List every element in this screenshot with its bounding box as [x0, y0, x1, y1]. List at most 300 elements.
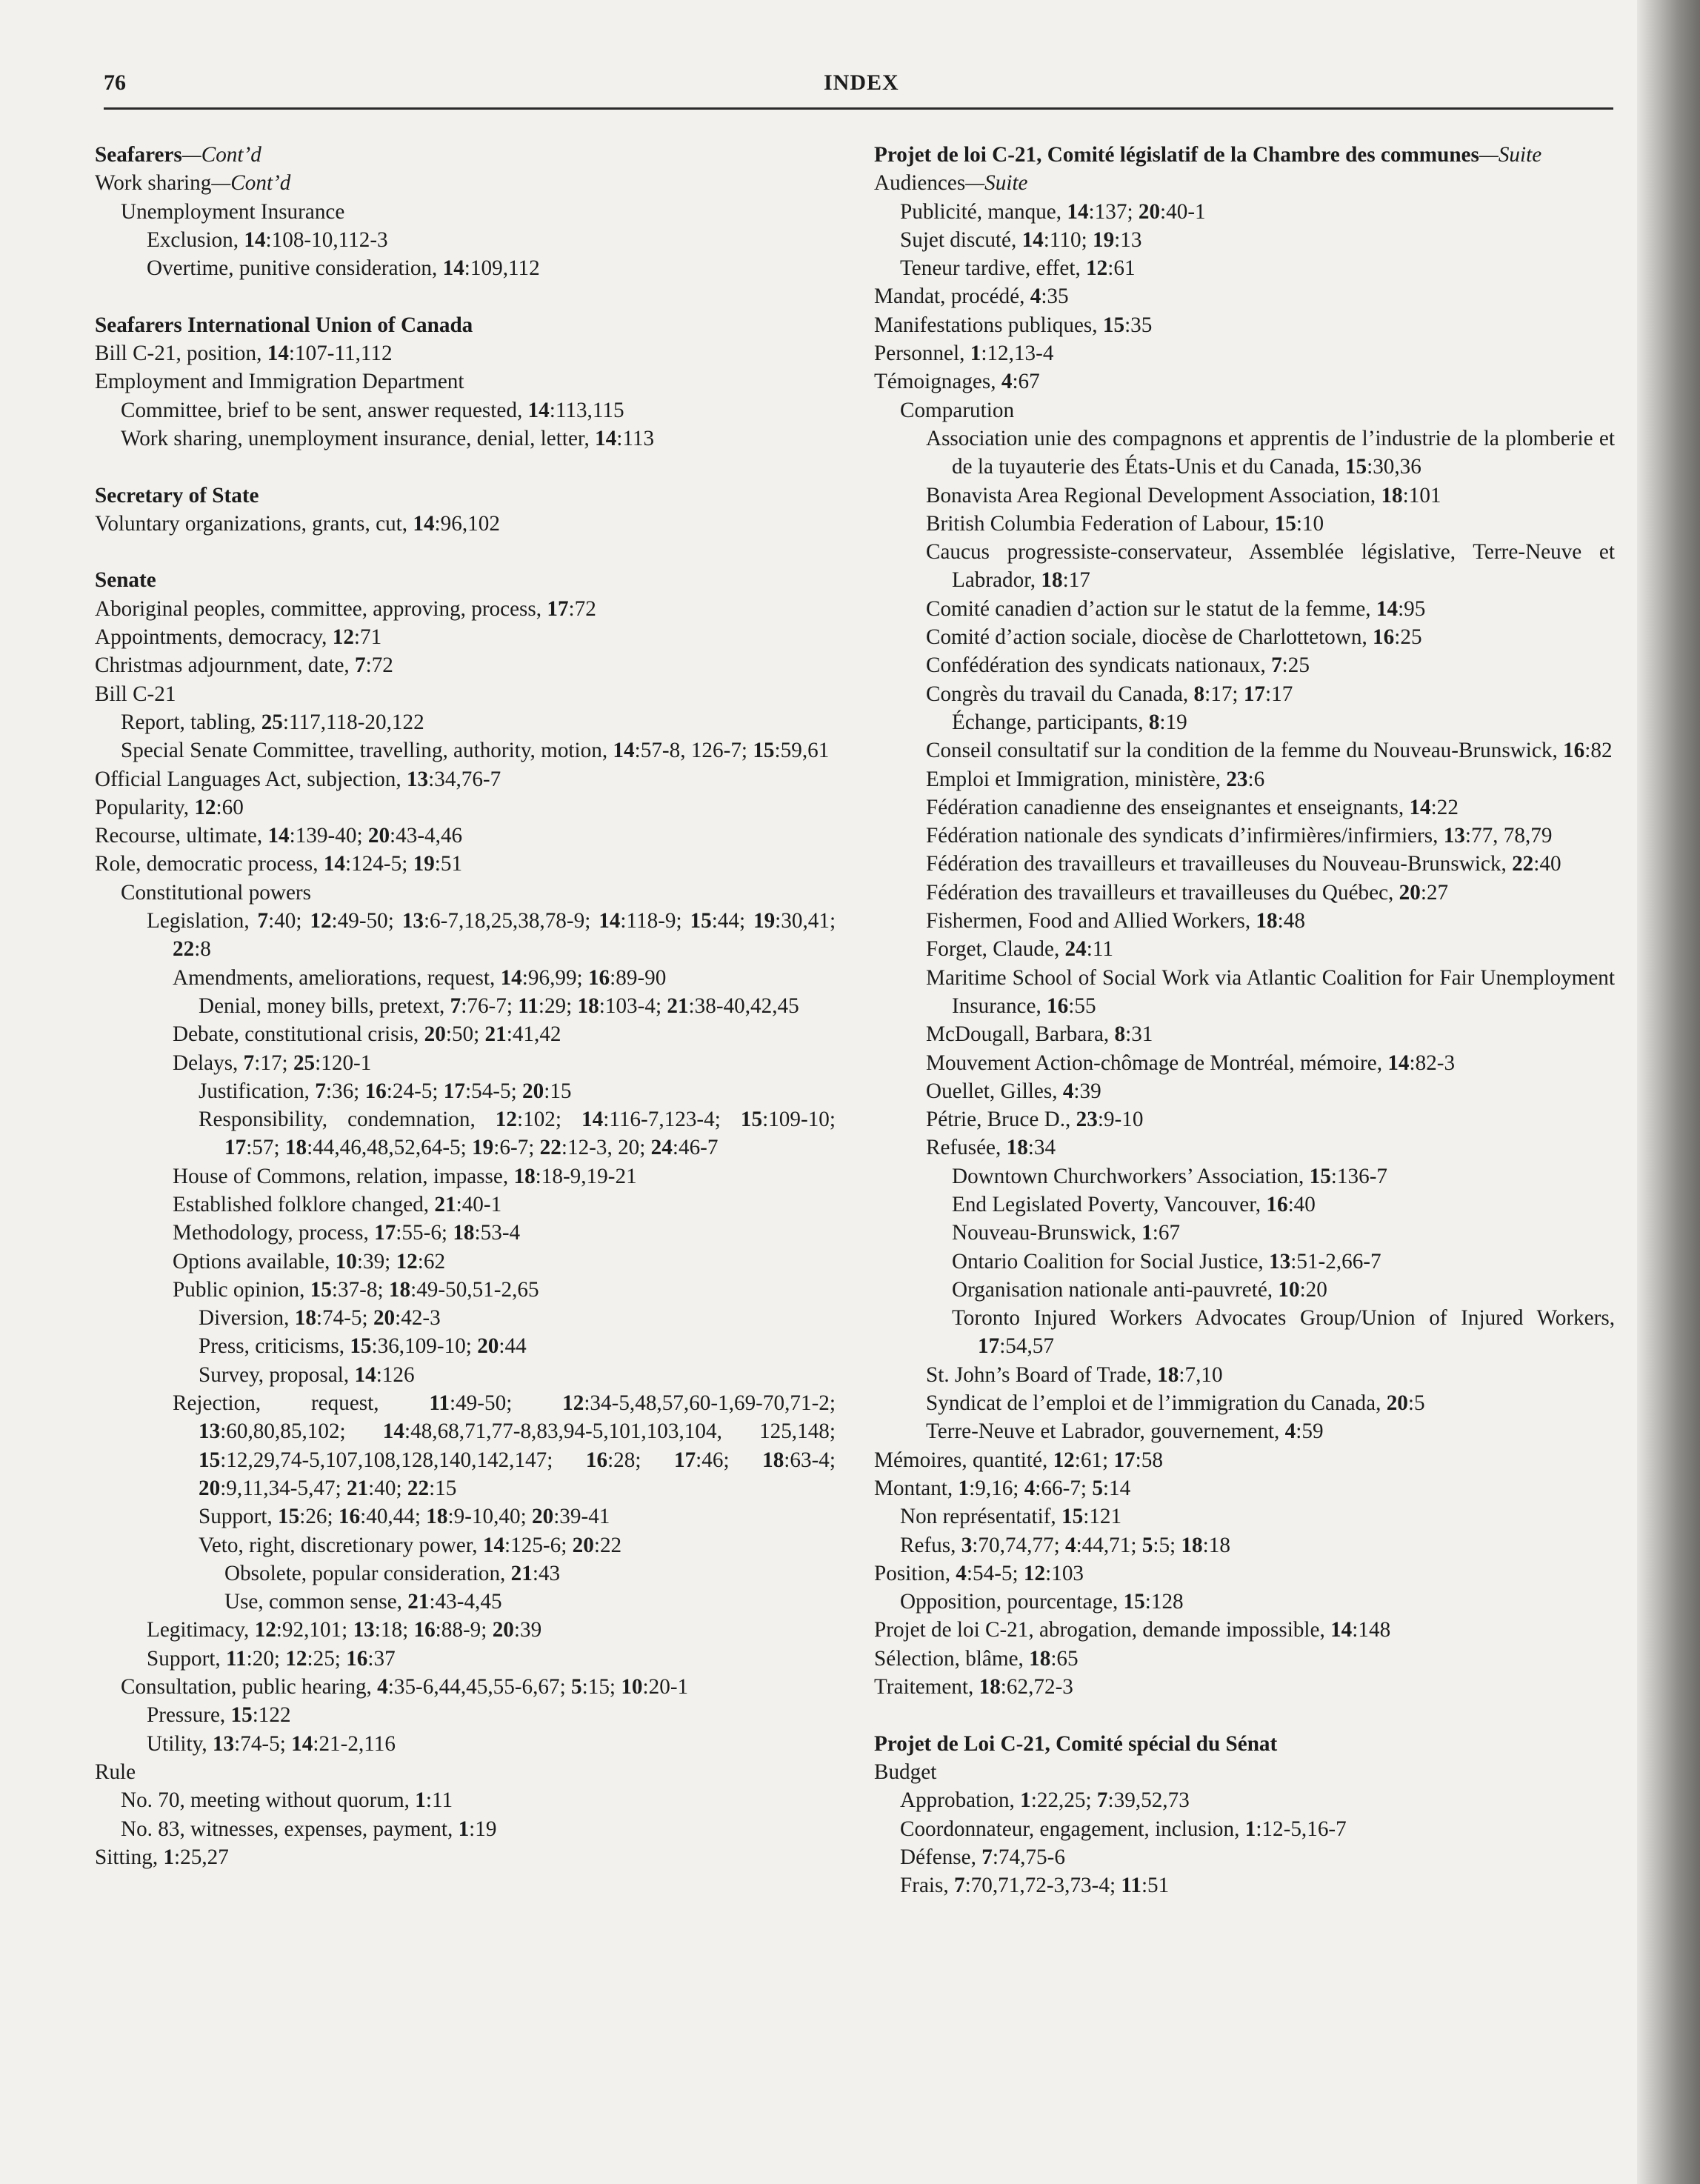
issue-number: 22 [407, 1476, 430, 1500]
continued-marker: —Suite [1479, 143, 1542, 167]
page-range: 17 [1271, 682, 1293, 706]
page-range: 40 [374, 1476, 396, 1500]
issue-number: 14 [613, 739, 635, 763]
issue-number: 19 [472, 1136, 494, 1160]
entry-label: British Columbia Federation of Labour, [926, 511, 1275, 536]
page-range: 82-3 [1415, 1051, 1456, 1075]
index-entry: Consultation, public hearing, 4:35-6,44,45,55-6,67; 5:15; 10:20-1 [121, 1675, 689, 1699]
issue-number: 1 [415, 1788, 426, 1813]
page-reference: 4:35-6,44,45,55-6,67 [377, 1675, 560, 1699]
entry-label: Refusée, [926, 1136, 1007, 1160]
page-range: 18 [1208, 1533, 1230, 1557]
index-entry: Denial, money bills, pretext, 7:76-7; 11:29; 18:103-4; 21:38-40,42,45 [199, 993, 799, 1018]
page-range: 95 [1404, 596, 1426, 621]
issue-number: 20 [373, 1306, 396, 1331]
issue-number: 5 [571, 1675, 582, 1699]
index-entry [95, 1701, 836, 1729]
page-range: 49-50 [337, 909, 388, 933]
index-entry [874, 765, 1615, 793]
entry-label: House of Commons, relation, impasse, [173, 1164, 514, 1188]
issue-number: 19 [753, 909, 776, 933]
entry-label: Confédération des syndicats nationaux, [926, 653, 1272, 678]
issue-number: 18 [294, 1306, 316, 1331]
page-reference: 17:17 [1243, 682, 1293, 706]
page-reference: 22:12-3, 20 [539, 1136, 640, 1160]
page-reference: 18:44,46,48,52,64-5 [284, 1136, 461, 1160]
issue-number: 15 [690, 909, 712, 933]
index-entry [874, 482, 1615, 510]
entry-label: Budget [874, 1759, 937, 1784]
page-range: 126 [381, 1362, 415, 1387]
issue-number: 14 [382, 1419, 404, 1444]
page-reference: 14:82-3 [1387, 1051, 1456, 1075]
index-entry [874, 736, 1615, 765]
page-reference: 15:122 [230, 1703, 291, 1728]
entry-label: Position, [874, 1561, 956, 1585]
issue-number: 15 [1309, 1164, 1331, 1188]
page-range: 36 [331, 1079, 354, 1103]
page-range: 137 [1094, 199, 1127, 224]
page-reference: 24:46-7 [650, 1136, 719, 1160]
page-reference: 16:40 [1266, 1192, 1316, 1216]
page-reference: 15:30,36 [1344, 455, 1421, 479]
page-reference: 10:20 [1278, 1277, 1327, 1302]
page-reference: 12:62 [396, 1249, 446, 1274]
page-range: 49-50 [456, 1391, 507, 1416]
page-reference: 21:40-1 [434, 1192, 502, 1216]
entry-label: Projet de Loi C-21, Comité spécial du Sénat [874, 1731, 1278, 1756]
issue-number: 20 [572, 1533, 594, 1557]
index-entry [874, 1191, 1615, 1219]
page-range: 53-4 [480, 1221, 521, 1245]
index-entry [95, 510, 836, 538]
page-range: 43-4,46 [396, 824, 463, 848]
index-entry [874, 1815, 1615, 1843]
entry-label: Défense, [900, 1845, 982, 1869]
issue-number: 18 [577, 993, 599, 1018]
issue-number: 20 [1386, 1391, 1408, 1416]
entry-label: Teneur tardive, effet, [900, 256, 1087, 281]
page-range: 148 [1358, 1618, 1391, 1642]
entry-label: Sitting, [95, 1845, 164, 1869]
issue-number: 4 [1062, 1079, 1074, 1103]
page-range: 58 [1141, 1448, 1163, 1472]
issue-number: 16 [413, 1618, 436, 1642]
issue-number: 13 [401, 909, 424, 933]
page-reference: 15:136-7 [1309, 1164, 1388, 1188]
page-reference: 20:15 [522, 1079, 572, 1103]
issue-number: 10 [335, 1249, 357, 1274]
entry-label: Overtime, punitive consideration, [147, 256, 443, 281]
issue-number: 4 [1030, 284, 1041, 309]
index-entry: Options available, 10:39; 12:62 [173, 1249, 446, 1274]
page-reference: 13:51-2,66-7 [1269, 1249, 1381, 1274]
page-reference: 14:96,102 [413, 511, 500, 536]
page-reference: 14:109,112 [442, 256, 540, 281]
page-reference: 7:76-7 [450, 993, 507, 1018]
issue-number: 18 [513, 1164, 536, 1188]
page-range: 57 [252, 1136, 274, 1160]
page-range: 41,42 [512, 1022, 561, 1047]
page-range: 54,57 [1005, 1334, 1054, 1359]
index-entry: Public opinion, 15:37-8; 18:49-50,51-2,65 [173, 1277, 539, 1302]
entry-label: Fédération canadienne des enseignantes et enseignants, [926, 795, 1410, 819]
issue-number: 13 [1269, 1249, 1291, 1274]
index-entry [874, 396, 1615, 425]
page-number: 76 [104, 70, 126, 95]
issue-number: 1 [163, 1845, 175, 1869]
page-reference: 1:67 [1141, 1221, 1181, 1245]
index-entry: Diversion, 18:74-5; 20:42-3 [199, 1306, 441, 1331]
entry-label: Unemployment Insurance [121, 199, 345, 224]
page-reference: 18:18 [1181, 1533, 1230, 1557]
page-reference: 18:49-50,51-2,65 [388, 1277, 539, 1302]
index-entry [874, 1673, 1615, 1701]
entry-label: Support, [147, 1646, 227, 1671]
page-range: 6-7 [499, 1136, 529, 1160]
issue-number: 16 [585, 1448, 608, 1472]
page-reference: 7:72 [355, 653, 393, 678]
running-head: INDEX [824, 70, 899, 95]
page-range: 12,29,74-5,107,108,128,140,142,147 [226, 1448, 547, 1472]
index-entry: Support, 11:20; 12:25; 16:37 [147, 1646, 396, 1671]
page-reference: 1:22,25 [1020, 1788, 1086, 1813]
page-reference: 21:38-40,42,45 [667, 993, 799, 1018]
issue-number: 7 [450, 993, 461, 1018]
page-reference: 4:35 [1030, 284, 1069, 309]
entry-label: Press, criticisms, [199, 1334, 350, 1359]
page-range: 118-9 [626, 909, 676, 933]
page-range: 34 [1033, 1136, 1056, 1160]
index-entry: Responsibility, condemnation, 12:102; 14:116-7,123-4; 15:109-10; 17:57; 18:44,46,48,52,64-5; 19:6-7; 22:12-3, 20; 24:46-7 [199, 1108, 836, 1160]
page-range: 25,27 [180, 1845, 229, 1869]
issue-number: 12 [194, 795, 216, 819]
issue-number: 3 [961, 1533, 973, 1557]
page-binding-shadow [1637, 0, 1700, 2184]
index-entry: Delays, 7:17; 25:120-1 [173, 1051, 372, 1075]
entry-label: Legitimacy, [147, 1618, 255, 1642]
page-reference: 14:139-40 [267, 824, 357, 848]
continued-marker: —Cont’d [181, 143, 261, 167]
page-reference: 1:12-5,16-7 [1244, 1817, 1347, 1841]
issue-number: 7 [953, 1874, 965, 1898]
page-reference: 20:42-3 [373, 1306, 441, 1331]
issue-number: 16 [1047, 993, 1069, 1018]
page-reference: 12:71 [332, 625, 382, 650]
issue-number: 14 [500, 965, 522, 990]
page-reference: 15:121 [1061, 1505, 1122, 1529]
page-reference: 18:63-4 [762, 1448, 830, 1472]
issue-number: 15 [740, 1108, 763, 1132]
page-reference: 22:15 [407, 1476, 457, 1500]
page-reference: 21:43-4,45 [407, 1590, 502, 1614]
entry-label: Official Languages Act, subjection, [95, 767, 407, 791]
page-reference: 20:40-1 [1138, 199, 1206, 224]
page-range: 89-90 [616, 965, 667, 990]
issue-number: 8 [1148, 710, 1160, 734]
entry-label: Denial, money bills, pretext, [199, 993, 450, 1018]
entry-label: Coordonnateur, engagement, inclusion, [900, 1817, 1245, 1841]
entry-label: Amendments, ameliorations, request, [173, 965, 501, 990]
page-reference: 8:31 [1114, 1022, 1153, 1047]
page-range: 10 [1301, 511, 1324, 536]
issue-number: 4 [1064, 1533, 1076, 1557]
page-reference: 15:37-8 [310, 1277, 378, 1302]
issue-number: 16 [364, 1079, 387, 1103]
issue-number: 14 [267, 824, 290, 848]
issue-number: 12 [332, 625, 354, 650]
page-reference: 15:26 [278, 1505, 327, 1529]
page-range: 24-5 [392, 1079, 433, 1103]
page-range: 108-10,112-3 [271, 227, 388, 252]
page-range: 18-9,19-21 [541, 1164, 637, 1188]
issue-number: 14 [442, 256, 464, 281]
entry-label: End Legislated Poverty, Vancouver, [952, 1192, 1267, 1216]
page-reference: 16:28 [585, 1448, 636, 1472]
page-reference: 4:67 [1001, 370, 1040, 394]
page-reference: 16:89-90 [587, 965, 667, 990]
page-reference: 18:18-9,19-21 [513, 1164, 637, 1188]
page-reference: 4:59 [1284, 1419, 1324, 1444]
issue-number: 7 [1271, 653, 1282, 678]
page-range: 46 [701, 1448, 724, 1472]
page-reference: 7:40 [257, 909, 296, 933]
page-range: 18 [380, 1618, 403, 1642]
entry-label: Association unie des compagnons et apprentis de l’industrie de la plomberie et de la tuyauterie des États-Unis et du Canada, [926, 426, 1615, 479]
continued-marker: —Suite [965, 171, 1028, 196]
page-range: 39 [519, 1618, 542, 1642]
entry-label: Refus, [900, 1533, 961, 1557]
issue-number: 1 [958, 1476, 970, 1500]
issue-number: 20 [199, 1476, 221, 1500]
page-range: 48 [1283, 909, 1305, 933]
entry-label: Methodology, process, [173, 1221, 375, 1245]
continued-marker: —Cont’d [211, 171, 291, 196]
entry-label: Projet de loi C-21, Comité législatif de la Chambre des communes [874, 143, 1479, 167]
entry-label: Pétrie, Bruce D., [926, 1108, 1076, 1132]
issue-number: 16 [587, 965, 610, 990]
page-range: 12-3, 20 [567, 1136, 640, 1160]
page-reference: 4:39 [1062, 1079, 1101, 1103]
page-range: 44 [717, 909, 739, 933]
page-range: 136-7 [1336, 1164, 1388, 1188]
issue-number: 16 [338, 1505, 361, 1529]
issue-number: 20 [492, 1618, 514, 1642]
entry-label: Toronto Injured Workers Advocates Group/Union of Injured Workers, [952, 1306, 1615, 1331]
entry-label: Fédération nationale des syndicats d’infirmières/infirmiers, [926, 824, 1444, 848]
entry-label: Audiences [874, 171, 966, 196]
index-entry [95, 198, 836, 226]
page-reference: 1:12,13-4 [970, 342, 1054, 366]
page-range: 20 [252, 1646, 274, 1671]
issue-number: 15 [1102, 313, 1125, 337]
issue-number: 16 [1563, 739, 1585, 763]
index-entry [874, 1758, 1615, 1786]
issue-number: 21 [510, 1561, 533, 1585]
page-reference: 13:77, 78,79 [1443, 824, 1553, 848]
page-range: 121 [1089, 1505, 1122, 1529]
page-reference: 1:9,16 [958, 1476, 1013, 1500]
entry-label: No. 70, meeting without quorum, [121, 1788, 416, 1813]
issue-number: 22 [1512, 852, 1534, 876]
page-range: 20-1 [648, 1675, 689, 1699]
index-entry [874, 1645, 1615, 1673]
page-range: 59 [1301, 1419, 1324, 1444]
index-entry [95, 623, 836, 651]
entry-label: Non représentatif, [900, 1505, 1062, 1529]
page-range: 8 [200, 937, 211, 962]
page-reference: 14:96,99 [500, 965, 577, 990]
index-entry [874, 879, 1615, 907]
issue-number: 18 [426, 1505, 448, 1529]
index-entry [95, 226, 836, 254]
page-range: 76-7 [467, 993, 507, 1018]
index-entry: Recourse, ultimate, 14:139-40; 20:43-4,46 [95, 824, 463, 848]
index-entry [874, 1248, 1615, 1276]
issue-number: 15 [753, 739, 775, 763]
page-reference: 18:103-4 [577, 993, 656, 1018]
page-range: 25 [1287, 653, 1310, 678]
entry-label: Public opinion, [173, 1277, 310, 1302]
issue-number: 14 [354, 1362, 376, 1387]
page-range: 77, 78,79 [1470, 824, 1553, 848]
page-range: 34-5,48,57,60-1,69-70,71-2 [590, 1391, 830, 1416]
page-reference: 7:17 [243, 1051, 282, 1075]
page-range: 50 [451, 1022, 474, 1047]
page-reference: 7:70,71,72-3,73-4 [953, 1874, 1110, 1898]
entry-label: Veto, right, discretionary power, [199, 1533, 483, 1557]
index-entry [95, 425, 836, 453]
entry-label: Work sharing [95, 171, 212, 196]
page-range: 13 [1120, 227, 1142, 252]
page-reference: 22:8 [173, 937, 211, 962]
issue-number: 20 [424, 1022, 446, 1047]
issue-number: 14 [1067, 199, 1089, 224]
index-entry: Sujet discuté, 14:110; 19:13 [900, 227, 1142, 252]
entry-label: No. 83, witnesses, expenses, payment, [121, 1817, 459, 1841]
page-range: 124-5 [351, 852, 402, 876]
index-entry [874, 1843, 1615, 1871]
index-entry [95, 367, 836, 396]
issue-number: 1 [1244, 1817, 1256, 1841]
index-entry [95, 680, 836, 708]
index-heading [95, 311, 836, 339]
page-reference: 5:5 [1141, 1533, 1170, 1557]
issue-number: 14 [244, 227, 266, 252]
page-range: 46-7 [678, 1136, 719, 1160]
page-range: 19 [475, 1817, 497, 1841]
index-heading [95, 566, 836, 594]
page-reference: 18:53-4 [453, 1221, 521, 1245]
page-reference: 16:55 [1047, 993, 1096, 1018]
entry-label: Survey, proposal, [199, 1362, 355, 1387]
entry-label: Special Senate Committee, travelling, authority, motion, [121, 739, 613, 763]
index-entry: Approbation, 1:22,25; 7:39,52,73 [900, 1788, 1190, 1813]
page-range: 54-5 [471, 1079, 511, 1103]
page-range: 67 [1018, 370, 1040, 394]
index-entry [874, 538, 1615, 595]
page-reference: 14:21-2,116 [291, 1731, 396, 1756]
entry-label: Comité d’action sociale, diocèse de Charlottetown, [926, 625, 1373, 650]
page-reference: 14:95 [1376, 596, 1426, 621]
page-reference: 14:57-8, 126-7 [613, 739, 741, 763]
page-range: 60 [221, 795, 244, 819]
issue-number: 16 [346, 1646, 368, 1671]
entry-label: Use, common sense, [224, 1590, 408, 1614]
issue-number: 12 [310, 909, 332, 933]
page-range: 39-41 [559, 1505, 610, 1529]
entry-label: Appointments, democracy, [95, 625, 333, 650]
index-entry [874, 850, 1615, 878]
issue-number: 13 [212, 1731, 235, 1756]
index-entry [95, 1191, 836, 1219]
entry-label: Forget, Claude, [926, 937, 1065, 962]
page-range: 19 [1165, 710, 1187, 734]
entry-label: Terre-Neuve et Labrador, gouvernement, [926, 1419, 1285, 1444]
index-entry [874, 1389, 1615, 1417]
issue-number: 10 [621, 1675, 643, 1699]
index-entry [874, 1105, 1615, 1133]
page-range: 40 [1293, 1192, 1316, 1216]
issue-number: 1 [1020, 1788, 1031, 1813]
entry-label: Montant, [874, 1476, 959, 1500]
page-range: 39 [1079, 1079, 1101, 1103]
entry-label: Secretary of State [95, 483, 259, 507]
page-range: 125-6 [510, 1533, 561, 1557]
page-reference: 10:20-1 [621, 1675, 689, 1699]
entry-label: Ouellet, Gilles, [926, 1079, 1063, 1103]
page-reference: 13:18 [353, 1618, 403, 1642]
issue-number: 15 [278, 1505, 300, 1529]
index-entry: Role, democratic process, 14:124-5; 19:51 [95, 852, 463, 876]
page-reference: 12:34-5,48,57,60-1,69-70,71-2 [562, 1391, 830, 1416]
page-reference: 17:54-5 [443, 1079, 511, 1103]
entry-label: Consultation, public hearing, [121, 1675, 378, 1699]
issue-number: 15 [1274, 511, 1296, 536]
page-range: 63-4 [790, 1448, 830, 1472]
page-range: 72 [371, 653, 393, 678]
index-entry: Publicité, manque, 14:137; 20:40-1 [900, 199, 1206, 224]
index-entry: Amendments, ameliorations, request, 14:96,99; 16:89-90 [173, 965, 667, 990]
page-reference: 17:46 [673, 1448, 724, 1472]
page-range: 22 [1436, 795, 1459, 819]
page-reference: 7:39,52,73 [1096, 1788, 1190, 1813]
page-reference: 25:120-1 [293, 1051, 372, 1075]
index-entry [874, 822, 1615, 850]
issue-number: 14 [1330, 1618, 1353, 1642]
issue-number: 7 [1096, 1788, 1108, 1813]
page-range: 31 [1131, 1022, 1153, 1047]
entry-label: Nouveau-Brunswick, [952, 1221, 1142, 1245]
page-reference: 15:35 [1102, 313, 1153, 337]
page-reference: 11:20 [226, 1646, 274, 1671]
index-entry [95, 1559, 836, 1588]
page-range: 35 [1130, 313, 1153, 337]
issue-number: 14 [323, 852, 345, 876]
page-reference: 1:25,27 [163, 1845, 229, 1869]
page-range: 17 [1210, 682, 1233, 706]
page-range: 25 [1400, 625, 1422, 650]
issue-number: 17 [374, 1221, 396, 1245]
issue-number: 18 [1041, 568, 1063, 593]
issue-number: 4 [1284, 1419, 1296, 1444]
index-entry [874, 1304, 1615, 1361]
issue-number: 18 [284, 1136, 307, 1160]
page-reference: 7:25 [1271, 653, 1310, 678]
page-range: 42-3 [401, 1306, 441, 1331]
page-reference: 13:34,76-7 [406, 767, 501, 791]
page-range: 14 [1109, 1476, 1131, 1500]
